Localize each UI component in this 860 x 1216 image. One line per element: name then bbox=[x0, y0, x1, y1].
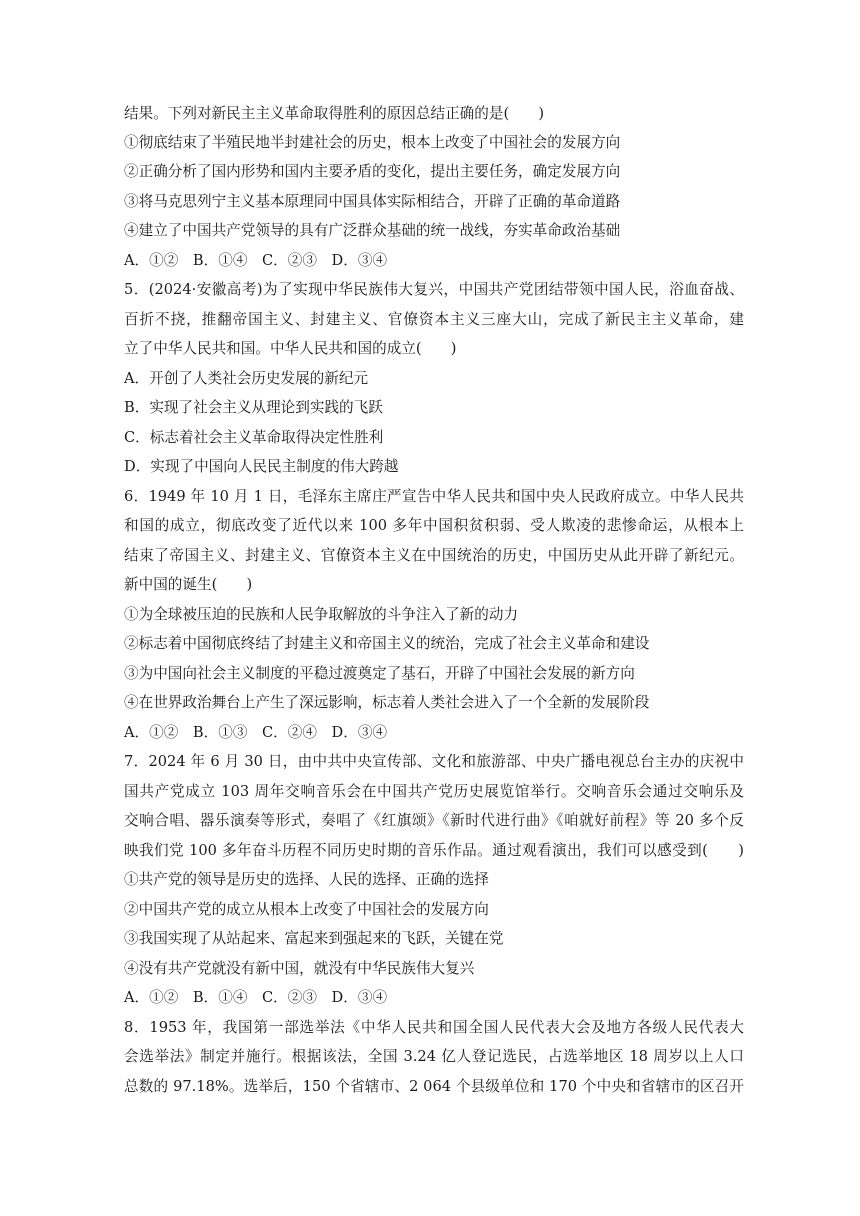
q5-stem-line-3: 立了中华人民共和国。中华人民共和国的成立( ) bbox=[124, 340, 457, 357]
q5-option-b: B．实现了社会主义从理论到实践的飞跃 bbox=[124, 399, 383, 416]
q5-option-a: A．开创了人类社会历史发展的新纪元 bbox=[124, 370, 369, 387]
q4-item-2: ②正确分析了国内形势和国内主要矛盾的变化，提出主要任务，确定发展方向 bbox=[124, 163, 621, 180]
q7-stem-line-1: 7．2024 年 6 月 30 日，由中共中央宣传部、文化和旅游部、中央广播电视总台主办的庆祝中 bbox=[124, 753, 744, 770]
q7-item-4: ④没有共产党就没有新中国，就没有中华民族伟大复兴 bbox=[124, 960, 475, 977]
q4-item-4: ④建立了中国共产党领导的具有广泛群众基础的统一战线，夯实革命政治基础 bbox=[124, 222, 621, 239]
q5-stem-line-2: 百折不挠，推翻帝国主义、封建主义、官僚资本主义三座大山，完成了新民主主义革命，建 bbox=[124, 311, 744, 328]
q7-options: A．①② B．①④ C．②③ D．③④ bbox=[124, 989, 388, 1006]
q7-stem-line-4: 映我们党 100 多年奋斗历程不同历史时期的音乐作品。通过观看演出，我们可以感受到( ) bbox=[124, 842, 744, 859]
q6-stem-line-4: 新中国的诞生( ) bbox=[124, 576, 253, 593]
q7-item-2: ②中国共产党的成立从根本上改变了中国社会的发展方向 bbox=[124, 901, 489, 918]
q7-item-1: ①共产党的领导是历史的选择、人民的选择、正确的选择 bbox=[124, 871, 489, 888]
q4-item-3: ③将马克思列宁主义基本原理同中国具体实际相结合，开辟了正确的革命道路 bbox=[124, 193, 621, 210]
q8-stem-line-2: 会选举法》制定并施行。根据该法，全国 3.24 亿人登记选民，占选举地区 18 周岁以上人口 bbox=[124, 1048, 744, 1065]
q5-option-c: C．标志着社会主义革命取得决定性胜利 bbox=[124, 429, 384, 446]
q6-stem-line-2: 和国的成立，彻底改变了近代以来 100 多年中国积贫积弱、受人欺凌的悲惨命运，从根本上 bbox=[124, 517, 744, 534]
q7-item-3: ③我国实现了从站起来、富起来到强起来的飞跃，关键在党 bbox=[124, 930, 504, 947]
q5-stem-line-1: 5．(2024·安徽高考)为了实现中华民族伟大复兴，中国共产党团结带领中国人民，浴血奋战、 bbox=[124, 281, 744, 298]
q6-item-2: ②标志着中国彻底终结了封建主义和帝国主义的统治，完成了社会主义革命和建设 bbox=[124, 635, 650, 652]
q7-stem-line-2: 国共产党成立 103 周年交响音乐会在中国共产党历史展览馆举行。交响音乐会通过交响乐及 bbox=[124, 783, 744, 800]
q8-stem-line-1: 8．1953 年，我国第一部选举法《中华人民共和国全国人民代表大会及地方各级人民代表大 bbox=[124, 1019, 744, 1036]
q6-options: A．①② B．①③ C．②④ D．③④ bbox=[124, 724, 388, 741]
q5-option-d: D．实现了中国向人民民主制度的伟大跨越 bbox=[124, 458, 399, 475]
q4-options: A．①② B．①④ C．②③ D．③④ bbox=[124, 252, 388, 269]
q6-item-1: ①为全球被压迫的民族和人民争取解放的斗争注入了新的动力 bbox=[124, 606, 519, 623]
q6-item-4: ④在世界政治舞台上产生了深远影响，标志着人类社会进入了一个全新的发展阶段 bbox=[124, 694, 650, 711]
q6-stem-line-3: 结束了帝国主义、封建主义、官僚资本主义在中国统治的历史，中国历史从此开辟了新纪元。 bbox=[124, 547, 744, 564]
q6-item-3: ③为中国向社会主义制度的平稳过渡奠定了基石，开辟了中国社会发展的新方向 bbox=[124, 665, 635, 682]
q7-stem-line-3: 交响合唱、器乐演奏等形式，奏唱了《红旗颂》《新时代进行曲》《咱就好前程》等 20 多个反 bbox=[124, 812, 744, 829]
q4-item-1: ①彻底结束了半殖民地半封建社会的历史，根本上改变了中国社会的发展方向 bbox=[124, 134, 621, 151]
q4-stem: 结果。下列对新民主主义革命取得胜利的原因总结正确的是( ) bbox=[124, 105, 545, 122]
q8-stem-line-3: 总数的 97.18%。选举后，150 个省辖市、2 064 个县级单位和 170 个中央和省辖市的区召开 bbox=[124, 1078, 744, 1095]
q6-stem-line-1: 6．1949 年 10 月 1 日，毛泽东主席庄严宣告中华人民共和国中央人民政府成立。中华人民共 bbox=[124, 488, 744, 505]
